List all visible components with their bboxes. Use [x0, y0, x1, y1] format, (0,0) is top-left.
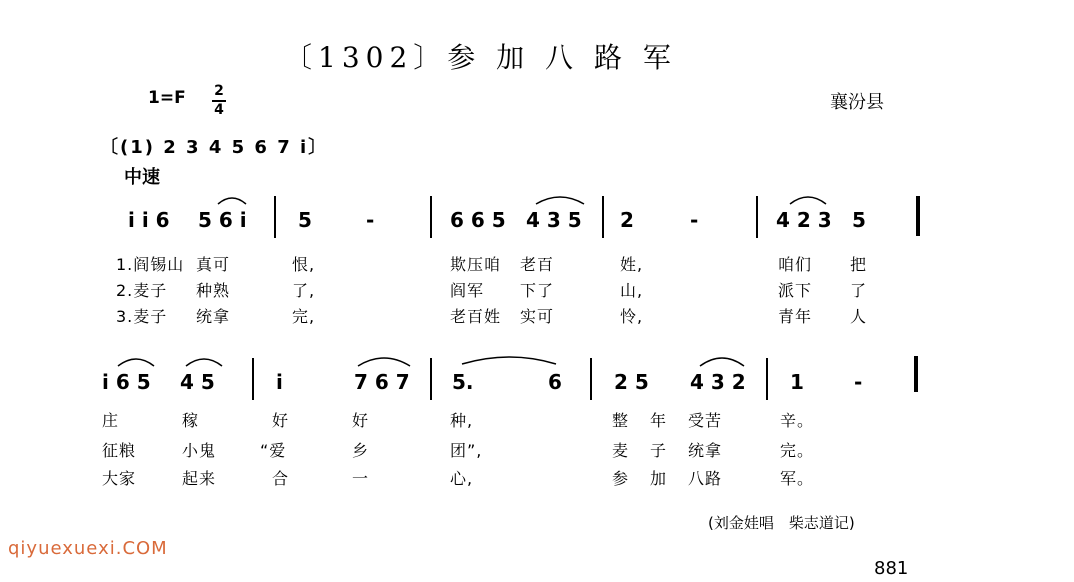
- note-group: -: [854, 370, 863, 394]
- lyric: 种熟: [196, 281, 231, 300]
- song-title: 〔1302〕参 加 八 路 军: [284, 41, 677, 74]
- note-group: 5.: [452, 370, 474, 394]
- lyric: 完,: [292, 307, 316, 326]
- note-group: 4 5: [180, 370, 215, 394]
- note-group: 6 6 5: [450, 208, 506, 232]
- note-group: 2: [620, 208, 634, 232]
- lyric: 大家: [102, 469, 137, 488]
- time-signature-top: 2: [214, 83, 224, 99]
- lyric: 受苦: [688, 411, 723, 430]
- tempo-marking: 中速: [124, 167, 160, 188]
- lyric: 征粮: [102, 441, 137, 460]
- lyric: 老百姓: [450, 307, 502, 326]
- key-signature: 1=F: [148, 88, 186, 108]
- lyric: 辛。: [780, 411, 815, 430]
- lyric: 2.麦子: [116, 281, 168, 300]
- lyric: 派下: [778, 281, 813, 300]
- note-group: 5: [298, 208, 312, 232]
- lyric: 怜,: [620, 307, 644, 326]
- lyric: 姓,: [620, 255, 644, 274]
- lyric: 欺压咱: [450, 255, 502, 274]
- page-number: 881: [874, 558, 909, 579]
- prelude-notes: 〔(1) 2 3 4 5 6 7 i〕: [100, 137, 329, 158]
- lyric: 参: [612, 469, 630, 488]
- lyric: 真可: [196, 255, 231, 274]
- lyric: 统拿: [688, 441, 723, 460]
- lyric: 了,: [292, 281, 316, 300]
- lyric: 小鬼: [182, 441, 217, 460]
- lyric: 加: [650, 469, 668, 488]
- lyric: 好: [352, 411, 370, 430]
- note-group: 4 2 3: [776, 208, 832, 232]
- lyric: 统拿: [196, 307, 231, 326]
- slur: [186, 359, 222, 366]
- note-group: -: [366, 208, 375, 232]
- note-group: i: [276, 370, 283, 394]
- slur: [118, 359, 154, 366]
- lyric: 子: [650, 441, 668, 460]
- lyric: 乡: [352, 441, 370, 460]
- lyric: 好: [272, 411, 290, 430]
- note-group: 1: [790, 370, 804, 394]
- lyric: “爱: [260, 441, 287, 460]
- time-signature-bottom: 4: [214, 102, 224, 118]
- lyric: 八路: [688, 469, 723, 488]
- lyric: 人: [850, 307, 868, 326]
- lyric: 山,: [620, 281, 644, 300]
- slur: [218, 198, 246, 204]
- note-group: i i 6: [128, 208, 170, 232]
- lyric: 咱们: [778, 255, 813, 274]
- credit-line: (刘金娃唱 柴志道记): [708, 514, 855, 532]
- tie: [462, 357, 556, 364]
- lyric: 了: [850, 281, 868, 300]
- lyric: 实可: [520, 307, 555, 326]
- lyric: 老百: [520, 255, 555, 274]
- lyric: 下了: [520, 281, 555, 300]
- lyric: 恨,: [292, 255, 316, 274]
- lyric: 军。: [780, 469, 815, 488]
- lyric: 庄: [102, 411, 120, 430]
- lyric: 整: [612, 411, 630, 430]
- region-label: 襄汾县: [830, 92, 884, 113]
- lyric: 3.麦子: [116, 307, 168, 326]
- note-group: 5: [852, 208, 866, 232]
- note-group: 6: [548, 370, 562, 394]
- lyric: 合: [272, 469, 290, 488]
- lyric: 稼: [182, 411, 200, 430]
- lyric: 团”,: [450, 441, 483, 460]
- note-group: 4 3 2: [690, 370, 746, 394]
- slur: [358, 358, 410, 366]
- note-group: 7 6 7: [354, 370, 410, 394]
- slur: [536, 197, 584, 204]
- slur: [700, 358, 744, 366]
- note-group: 2 5: [614, 370, 649, 394]
- note-group: 4 3 5: [526, 208, 582, 232]
- slur: [790, 197, 826, 204]
- lyric: 心,: [450, 469, 474, 488]
- note-group: 5 6 i: [198, 208, 247, 232]
- watermark: qiyuexuexi.COM: [8, 538, 168, 559]
- lyric: 青年: [778, 307, 813, 326]
- lyric: 麦: [612, 441, 630, 460]
- lyric: 种,: [450, 411, 474, 430]
- note-group: -: [690, 208, 699, 232]
- lyric: 一: [352, 469, 370, 488]
- note-group: i 6 5: [102, 370, 151, 394]
- lyric: 1.阎锡山: [116, 255, 185, 274]
- lyric: 起来: [182, 469, 217, 488]
- lyric: 年: [650, 411, 668, 430]
- lyric: 把: [850, 255, 868, 274]
- lyric: 阎军: [450, 281, 485, 300]
- lyric: 完。: [780, 441, 815, 460]
